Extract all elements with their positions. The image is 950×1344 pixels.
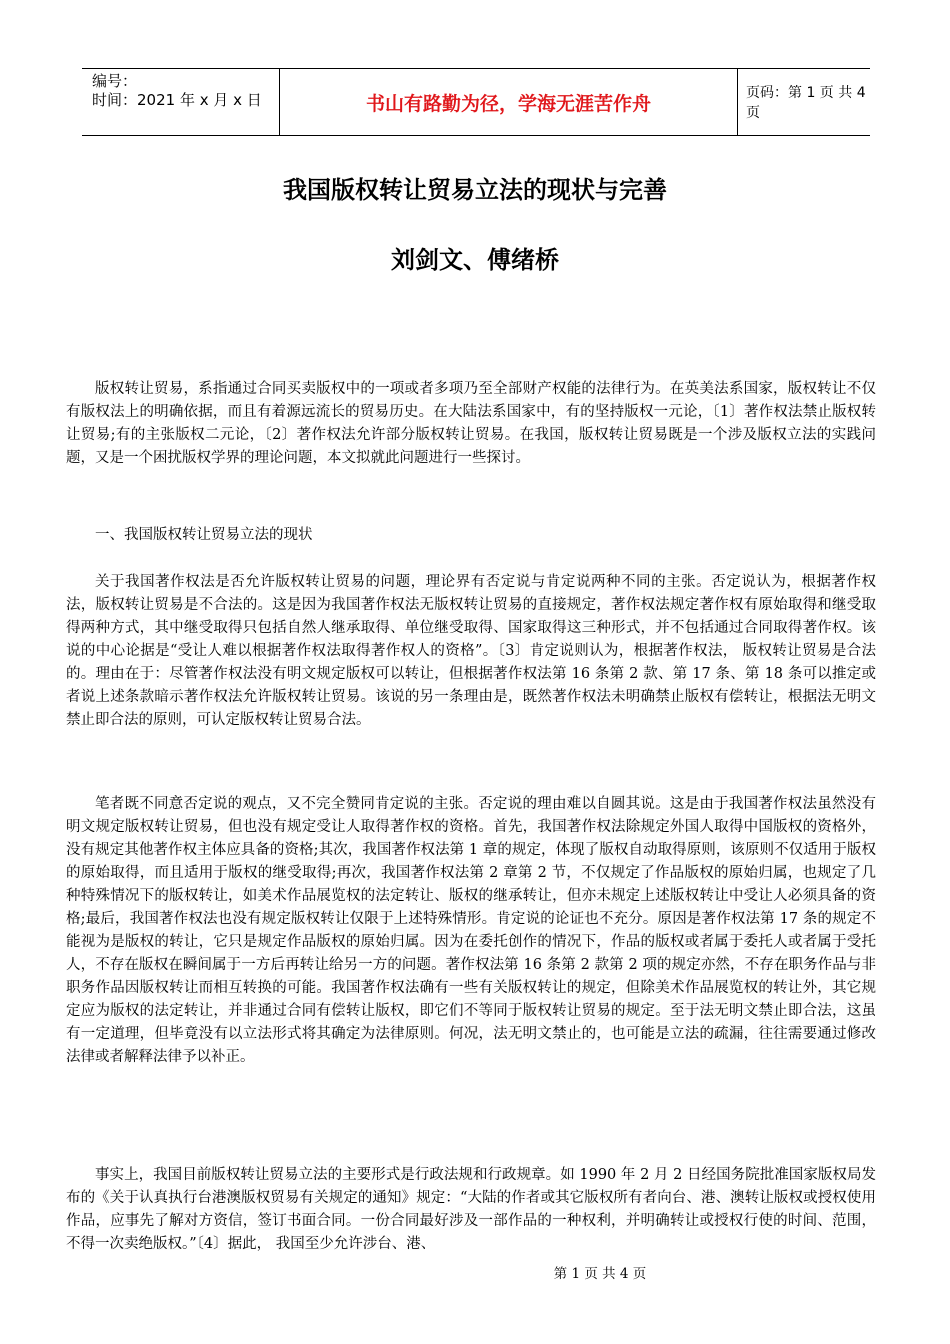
document-title: 我国版权转让贸易立法的现状与完善 — [283, 176, 667, 204]
paragraph: 事实上，我国目前版权转让贸易立法的主要形式是行政法规和行政规章。如 1990 年 2 月 2 日经国务院批准国家版权局发布的《关于认真执行台港澳版权贸易有关规定的通知》规定：“大陆的作者或其它版权所有者向台、港、澳转让版权或授权使用作品，应事先了解对方资信，签订书面合同。一份合同最好涉及一部作品的一种权利，并明确转让或授权行使的时间、范围，不得一次卖绝版权。”〔4〕据此， 我国至少允许涉台、港、 — [66, 1167, 876, 1252]
paragraph-theories — [66, 571, 876, 732]
section-heading — [66, 524, 876, 547]
paragraph: 关于我国著作权法是否允许版权转让贸易的问题，理论界有否定说与肯定说两种不同的主张。否定说认为，根据著作权法，版权转让贸易是不合法的。这是因为我国著作权法无版权转让贸易的直接规定，著作权法规定著作权有原始取得和继受取得两种方式，其中继受取得只包括自然人继承取得、单位继受取得、国家取得这三种形式，并不包括通过合同取得著作权。该说的中心论据是“受让人难以根据著作权法取得著作权人的资格”。〔3〕肯定说则认为，根据著作权法， 版权转让贸易是合法的。理由在于：尽管著作权法没有明文规定版权可以转让，但根据著作权法第 16 条第 2 款、第 17 条、第 18 条可以推定或者说上述条款暗示著作权法允许版权转让贸易。该说的另一条理由是，既然著作权法未明确禁止版权有偿转让，根据法无明文禁止即合法的原则，可认定版权转让贸易合法。 — [66, 574, 876, 728]
header-table — [82, 68, 870, 136]
document-authors: 刘剑文、傅绪桥 — [391, 246, 559, 274]
header-meta-cell — [82, 69, 280, 135]
page-footer — [0, 1262, 950, 1282]
document-date-label: 时间：2021 年 x 月 x 日 — [92, 91, 262, 109]
paragraph: 版权转让贸易，系指通过合同买卖版权中的一项或者多项乃至全部财产权能的法律行为。在英美法系国家，版权转让不仅有版权法上的明确依据，而且有着源远流长的贸易历史。在大陆法系国家中，有的坚持版权一元论，〔1〕著作权法禁止版权转让贸易;有的主张版权二元论，〔2〕著作权法允许部分版权转让贸易。在我国，版权转让贸易既是一个涉及版权立法的实践问题，又是一个困扰版权学界的理论问题，本文拟就此问题进行一些探讨。 — [66, 381, 876, 466]
section-heading-text: 一、我国版权转让贸易立法的现状 — [95, 527, 313, 543]
paragraph: 笔者既不同意否定说的观点，又不完全赞同肯定说的主张。否定说的理由难以自圆其说。这是由于我国著作权法虽然没有明文规定版权转让贸易，但也没有规定受让人取得著作权的资格。首先，我国著作权法除规定外国人取得中国版权的资格外，没有规定其他著作权主体应具备的资格;其次，我国著作权法第 1 章的规定，体现了版权自动取得原则，该原则不仅适用于版权的原始取得，而且适用于版权的继受取得;再次，我国著作权法第 2 章第 2 节，不仅规定了作品版权的原始归属，也规定了几种特殊情况下的版权转让，如美术作品展览权的法定转让、版权的继承转让，但亦未规定上述版权转让中受让人必须具备的资格;最后，我国著作权法也没有规定版权转让仅限于上述特殊情形。肯定说的论证也不充分。原因是著作权法第 17 条的规定不能视为是版权的转让，它只是规定作品版权的原始归属。因为在委托创作的情况下，作品的版权或者属于委托人或者属于受托人，不存在版权在瞬间属于一方后再转让给另一方的问题。著作权法第 16 条第 2 款第 2 项的规定亦然，不存在职务作品与非职务作品因版权转让而相互转换的可能。我国著作权法确有一些有关版权转让的规定，但除美术作品展览权的转让外，其它规定应为版权的法定转让，并非通过合同有偿转让版权，即它们不等同于版权转让贸易的规定。至于法无明文禁止即合法，这虽有一定道理，但毕竟没有以立法形式将其确定为法律原则。何况，法无明文禁止的，也可能是立法的疏漏，往往需要通过修改法律或者解释法律予以补正。 — [66, 796, 876, 1065]
paragraph-regulations — [66, 1164, 876, 1256]
footer-page-number: 第 1 页 共 4 页 — [553, 1266, 647, 1282]
header-page-info: 页码：第 1 页 共 4 页 — [746, 85, 866, 121]
paragraph-intro — [66, 378, 876, 470]
header-slogan: 书山有路勤为径，学海无涯苦作舟 — [280, 69, 738, 135]
paragraph-author-view — [66, 793, 876, 1069]
document-number-label: 编号： — [92, 72, 138, 90]
